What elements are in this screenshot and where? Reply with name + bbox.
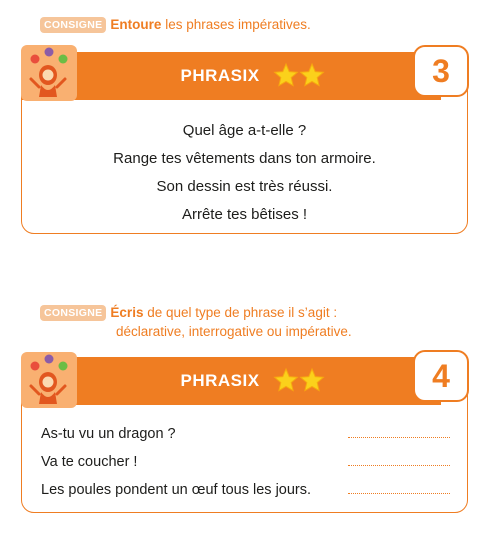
sentence-4[interactable]: Arrête tes bêtises ! <box>181 206 308 223</box>
exercise-number: 4 <box>413 350 469 402</box>
star-icon <box>273 367 329 393</box>
card-banner <box>21 357 441 405</box>
exercise-card-3 <box>21 52 468 234</box>
consigne-badge: CONSIGNE <box>40 305 106 321</box>
sentence-3[interactable]: Son dessin est très réussi. <box>156 178 333 195</box>
sentence-2[interactable]: Range tes vêtements dans ton armoire. <box>113 150 376 167</box>
answer-line-3[interactable] <box>348 493 450 494</box>
instruction-text: de quel type de phrase il s’agit : <box>143 305 338 320</box>
mascot-icon <box>21 352 77 408</box>
sentence-3: Les poules pondent un œuf tous les jours. <box>41 482 312 498</box>
answer-line-2[interactable] <box>348 465 450 466</box>
exercise-card-4 <box>21 357 468 513</box>
mascot-icon <box>21 45 77 101</box>
instruction-verb: Entoure <box>110 17 162 32</box>
card-title: PHRASIX <box>180 65 260 85</box>
consigne-4-line2: déclarative, interrogative ou impérative. <box>116 324 352 339</box>
answer-line-1[interactable] <box>348 437 450 438</box>
sentence-1: As-tu vu un dragon ? <box>41 426 176 442</box>
instruction-verb: Écris <box>110 305 144 320</box>
sentence-1[interactable]: Quel âge a-t-elle ? <box>182 122 307 139</box>
consigne-badge: CONSIGNE <box>40 17 106 33</box>
instruction-text: les phrases impératives. <box>161 17 311 32</box>
card-title: PHRASIX <box>180 370 260 390</box>
sentence-list <box>22 117 467 229</box>
card-banner <box>21 52 441 100</box>
sentence-2: Va te coucher ! <box>41 454 138 470</box>
star-icon <box>273 62 329 88</box>
consigne-3 <box>40 15 311 34</box>
exercise-number: 3 <box>413 45 469 97</box>
consigne-4 <box>40 303 337 322</box>
